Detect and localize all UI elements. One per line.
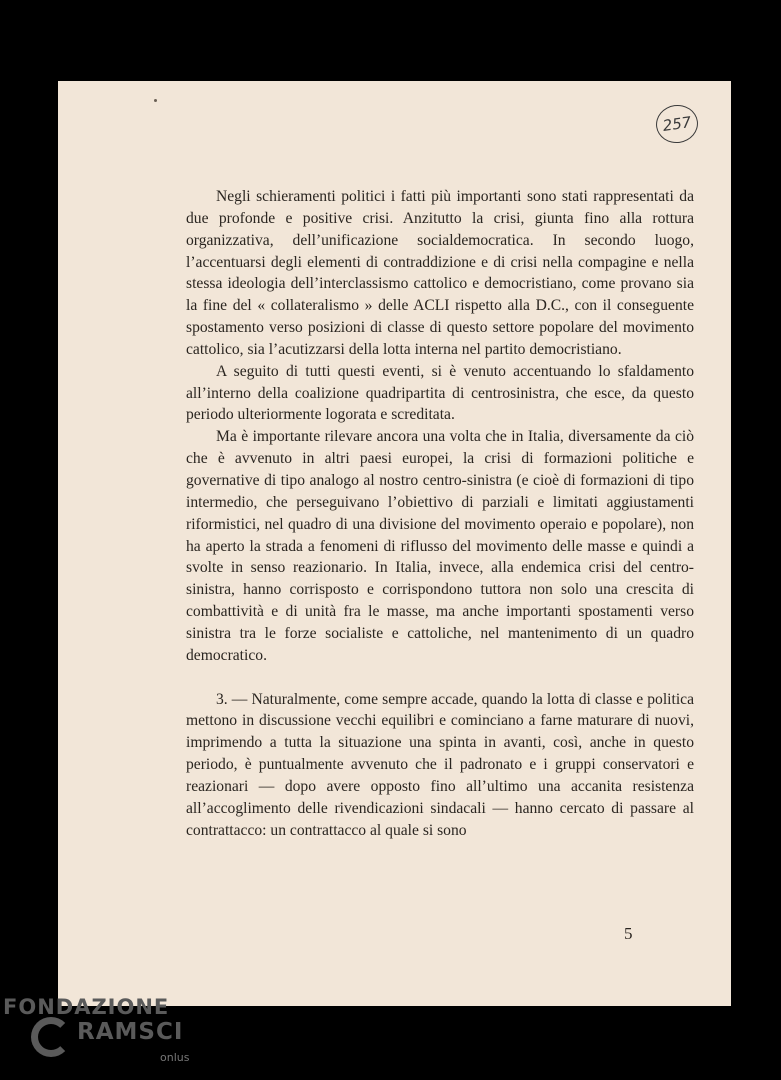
speck-mark [154, 99, 157, 102]
paragraph-4: 3. — Naturalmente, come sempre accade, quando la lotta di classe e politica mettono in discussione vecchi equilibri e cominciano a farne maturare di nuovi, imprimendo a tutta la situazione una spinta in avanti, così, anche in questo periodo, è puntualmente avvenuto che il padronato e i gruppi conservatori e reazionari — dopo avere opposto fino all’ultimo una accanita resistenza all’accoglimento delle rivendicazioni sindacali — hanno cercato di passare al contrattacco: un contrattacco al quale si sono [186, 690, 694, 839]
paragraph-1: Negli schieramenti politici i fatti più importanti sono stati rappresentati da due profonde e positive crisi. Anzitutto la crisi, giunta fino alla rottura organizzativa, dell’unificazione socialdemocratica. In secondo luogo, l’accentuarsi degli elementi di contraddizione e di crisi nella compagine e nella stessa ideologia dell’interclassismo cattolico e democristiano, come provano sia la fine del « collateralismo » delle ACLI rispetto alla D.C., con il conseguente spostamento verso posizioni di classe di questo settore popolare del movimento cattolico, sia l’acutizzarsi della lotta interna nel partito democristiano. [186, 188, 694, 358]
document-page [58, 81, 731, 1006]
body-text [186, 186, 694, 841]
logo-subtitle: onlus [160, 1051, 190, 1064]
foundation-logo [3, 995, 203, 1075]
logo-line-2: RAMSCI [77, 1019, 184, 1045]
page-number: 5 [624, 924, 633, 943]
archive-stamp: 257 [654, 102, 701, 145]
logo-line-1: FONDAZIONE [3, 995, 170, 1019]
paragraph-2: A seguito di tutti questi eventi, si è venuto accentuando lo sfaldamento all’interno della coalizione quadripartita di centrosinistra, che esce, da questo periodo ulteriormente logorata e screditata. [186, 362, 694, 424]
paragraph-3: Ma è importante rilevare ancora una volta che in Italia, diversamente da ciò che è avvenuto in altri paesi europei, la crisi di formazioni politiche e governative di tipo analogo al nostro centro-sinistra (e cioè di formazioni di tipo intermedio, che perseguivano l’obiettivo di parziali e limitati aggiustamenti riformistici, nel quadro di una divisione del movimento operaio e popolare), non ha aperto la strada a fenomeni di riflusso del movimento delle masse e quindi a svolte in senso reazionario. In Italia, invece, alla endemica crisi del centro-sinistra, hanno corrisposto e corrispondono tuttora non solo una crescita di combattività e di unità fra le masse, ma anche importanti spostamenti verso sinistra tra le forze socialiste e cattoliche, nel mantenimento di un quadro democratico. [186, 428, 694, 664]
logo-g-icon [31, 1017, 71, 1057]
